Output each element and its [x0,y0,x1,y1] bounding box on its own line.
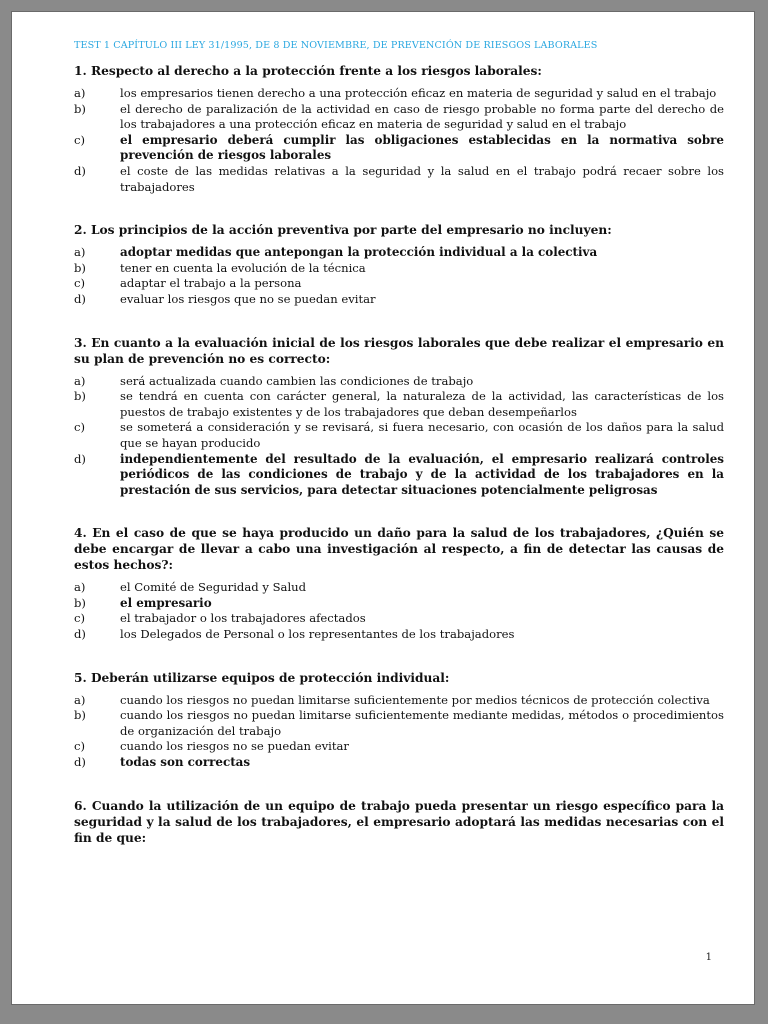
answer-option-b [74,389,724,420]
answer-option-c [74,739,724,755]
option-text: los Delegados de Personal o los representantes de los trabajadores [120,627,515,642]
option-letter: d) [74,163,86,178]
answer-option-a-correct [74,245,724,261]
option-letter: b) [74,101,86,116]
answer-option-b-correct [74,596,724,612]
option-text: se someterá a consideración y se revisará, si fuera necesario, con ocasión de los daños para la salud que se hayan producido [120,420,724,450]
option-letter: b) [74,260,86,275]
page-content [74,40,724,853]
document-page [11,11,755,1005]
option-text: cuando los riesgos no se puedan evitar [120,739,349,754]
document-header: TEST 1 CAPÍTULO III LEY 31/1995, DE 8 DE NOVIEMBRE, DE PREVENCIÓN DE RIESGOS LABORALES [74,40,598,51]
option-letter: d) [74,291,86,306]
answer-option-b [74,708,724,739]
answer-options [74,580,724,642]
question-4 [74,525,724,642]
option-text: independientemente del resultado de la evaluación, el empresario realizará controles periódicos de las condiciones de trabajo y de la actividad de los trabajadores en la prestación de sus servicios, para detectar situaciones potencialmente peligrosas [120,451,724,497]
answer-option-b [74,261,724,277]
answer-options [74,693,724,771]
option-text: evaluar los riesgos que no se puedan evitar [120,291,376,306]
option-letter: b) [74,595,86,610]
option-text: cuando los riesgos no puedan limitarse suficientemente por medios técnicos de protección colectiva [120,692,710,707]
option-text: el empresario [120,595,212,610]
answer-option-a [74,86,724,102]
option-letter: c) [74,132,86,147]
option-letter: a) [74,373,86,388]
option-text: el Comité de Seguridad y Salud [120,580,307,595]
option-text: los empresarios tienen derecho a una protección eficaz en materia de seguridad y salud en el trabajo [120,86,717,100]
option-text: el coste de las medidas relativas a la seguridad y la salud en el trabajo podrá recaer sobre los trabajadores [120,163,724,194]
answer-option-a [74,580,724,596]
question-1 [74,63,724,195]
option-letter: d) [74,451,86,466]
option-text: adaptar el trabajo a la persona [120,276,302,291]
question-6 [74,798,724,846]
answer-option-d [74,164,724,195]
answer-option-d [74,292,724,308]
answer-options [74,86,724,195]
answer-option-a [74,374,724,390]
option-letter: a) [74,692,86,707]
question-3 [74,335,724,499]
question-text: 3. En cuanto a la evaluación inicial de los riesgos laborales que debe realizar el empresario en su plan de prevención no es correcto: [74,335,724,366]
question-2 [74,222,724,307]
option-text: se tendrá en cuenta con carácter general, la naturaleza de la actividad, las características de los puestos de trabajo existentes y de los trabajadores que deban desempeñarlos [120,389,724,419]
option-letter: a) [74,245,86,260]
question-text: 4. En el caso de que se haya producido un daño para la salud de los trabajadores, ¿Quién se debe encargar de llevar a cabo una investigación al respecto, a fin de detectar las causas de estos hechos?: [74,526,724,573]
option-letter: c) [74,276,86,291]
answer-option-d-correct [74,755,724,771]
option-letter: a) [74,580,86,595]
option-text: todas son correctas [120,755,251,770]
question-text: 6. Cuando la utilización de un equipo de trabajo pueda presentar un riesgo específico para la seguridad y la salud de los trabajadores, el empresario adoptará las medidas necesarias con el fin de que: [74,798,724,845]
answer-option-c [74,611,724,627]
question-text: 2. Los principios de la acción preventiva por parte del empresario no incluyen: [74,223,612,238]
option-letter: b) [74,389,86,404]
question-5 [74,670,724,771]
option-text: el derecho de paralización de la actividad en caso de riesgo probable no forma parte del derecho de los trabajadores a una protección eficaz en materia de seguridad y salud en el trabajo [120,101,724,132]
option-text: adoptar medidas que antepongan la protección individual a la colectiva [120,245,598,260]
option-letter: a) [74,86,86,100]
question-text: 5. Deberán utilizarse equipos de protección individual: [74,670,450,685]
page-number: 1 [705,952,712,963]
option-text: tener en cuenta la evolución de la técnica [120,260,366,275]
answer-option-b [74,102,724,133]
answer-option-d-correct [74,452,724,499]
option-letter: b) [74,708,86,723]
option-text: cuando los riesgos no puedan limitarse suficientemente mediante medidas, métodos o procedimientos de organización del trabajo [120,708,724,738]
option-letter: c) [74,420,86,435]
answer-option-a [74,693,724,709]
option-letter: c) [74,611,86,626]
answer-option-c [74,276,724,292]
question-text: 1. Respecto al derecho a la protección frente a los riesgos laborales: [74,64,542,78]
answer-options [74,245,724,307]
option-text: el empresario deberá cumplir las obligaciones establecidas en la normativa sobre prevención de riesgos laborales [120,132,724,163]
option-letter: d) [74,627,86,642]
answer-options [74,374,724,499]
option-text: será actualizada cuando cambien las condiciones de trabajo [120,373,474,388]
option-letter: c) [74,739,86,754]
option-letter: d) [74,755,86,770]
answer-option-d [74,627,724,643]
answer-option-c [74,420,724,451]
option-text: el trabajador o los trabajadores afectados [120,611,366,626]
answer-option-c-correct [74,133,724,164]
